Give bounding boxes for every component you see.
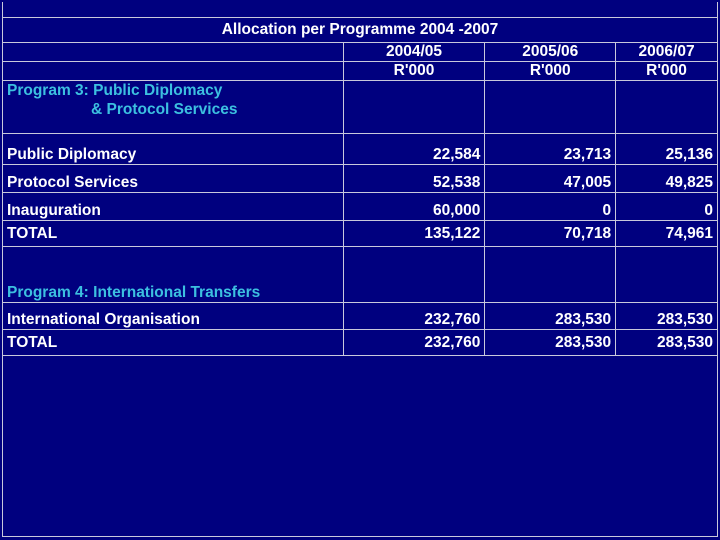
table-title-row xyxy=(3,18,718,43)
year-header: 2006/07 xyxy=(616,43,718,62)
row-label: Protocol Services xyxy=(3,165,344,193)
total-value: 283,530 xyxy=(485,330,616,356)
year-header: 2005/06 xyxy=(485,43,616,62)
total-value: 135,122 xyxy=(343,221,485,247)
total-row xyxy=(3,221,718,247)
table-row xyxy=(3,303,718,330)
empty-cell xyxy=(616,247,718,303)
value-cell: 52,538 xyxy=(343,165,485,193)
empty-cell xyxy=(343,81,485,134)
value-cell: 283,530 xyxy=(485,303,616,330)
row-label: Inauguration xyxy=(3,193,344,221)
program3-heading-line1: Program 3: Public Diplomacy xyxy=(7,82,223,99)
empty-cell xyxy=(616,81,718,134)
value-cell: 0 xyxy=(485,193,616,221)
value-cell: 232,760 xyxy=(343,303,485,330)
program3-heading-line2: & Protocol Services xyxy=(91,101,238,118)
table-title: Allocation per Programme 2004 -2007 xyxy=(3,18,718,43)
unit-header: R'000 xyxy=(616,62,718,81)
value-cell: 25,136 xyxy=(616,134,718,165)
table-row xyxy=(3,165,718,193)
row-label: Public Diplomacy xyxy=(3,134,344,165)
table-row xyxy=(3,193,718,221)
unit-header: R'000 xyxy=(485,62,616,81)
total-label: TOTAL xyxy=(3,330,344,356)
value-cell: 23,713 xyxy=(485,134,616,165)
total-value: 283,530 xyxy=(616,330,718,356)
table-row xyxy=(3,134,718,165)
empty-cell xyxy=(485,247,616,303)
value-cell: 60,000 xyxy=(343,193,485,221)
program3-heading xyxy=(3,81,344,134)
value-cell: 0 xyxy=(616,193,718,221)
empty-cell xyxy=(485,81,616,134)
total-label: TOTAL xyxy=(3,221,344,247)
header-empty-cell xyxy=(3,43,344,62)
program4-heading-row xyxy=(3,247,718,303)
empty-cell xyxy=(343,247,485,303)
program3-heading-row xyxy=(3,81,718,134)
allocation-table xyxy=(2,17,718,356)
year-header-row xyxy=(3,43,718,62)
header-empty-cell xyxy=(3,62,344,81)
value-cell: 49,825 xyxy=(616,165,718,193)
unit-header: R'000 xyxy=(343,62,485,81)
unit-header-row xyxy=(3,62,718,81)
program4-heading: Program 4: International Transfers xyxy=(3,247,344,303)
value-cell: 22,584 xyxy=(343,134,485,165)
value-cell: 47,005 xyxy=(485,165,616,193)
value-cell: 283,530 xyxy=(616,303,718,330)
row-label: International Organisation xyxy=(3,303,344,330)
year-header: 2004/05 xyxy=(343,43,485,62)
total-value: 70,718 xyxy=(485,221,616,247)
total-value: 232,760 xyxy=(343,330,485,356)
total-value: 74,961 xyxy=(616,221,718,247)
total-row xyxy=(3,330,718,356)
